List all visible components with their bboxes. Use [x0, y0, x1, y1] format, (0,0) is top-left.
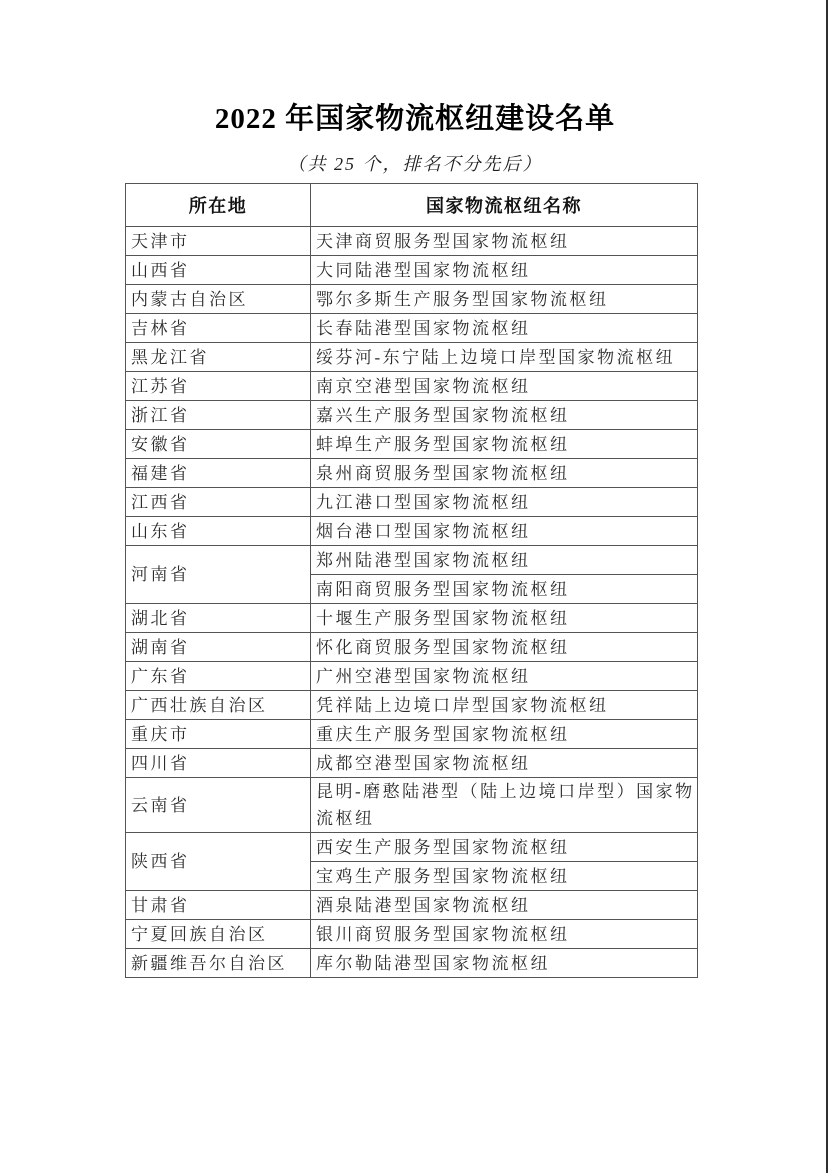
hub-cell: 十堰生产服务型国家物流枢纽 — [311, 604, 698, 633]
region-cell: 山西省 — [126, 256, 311, 285]
hub-cell: 南京空港型国家物流枢纽 — [311, 372, 698, 401]
region-cell: 江西省 — [126, 488, 311, 517]
hub-cell: 西安生产服务型国家物流枢纽 — [311, 833, 698, 862]
region-cell: 江苏省 — [126, 372, 311, 401]
region-cell: 湖南省 — [126, 633, 311, 662]
region-cell: 山东省 — [126, 517, 311, 546]
region-cell: 新疆维吾尔自治区 — [126, 949, 311, 978]
table-row — [126, 749, 698, 778]
region-cell: 云南省 — [126, 778, 311, 833]
hub-cell: 怀化商贸服务型国家物流枢纽 — [311, 633, 698, 662]
region-cell: 广东省 — [126, 662, 311, 691]
table-row — [126, 949, 698, 978]
hub-cell: 烟台港口型国家物流枢纽 — [311, 517, 698, 546]
region-cell: 重庆市 — [126, 720, 311, 749]
hub-cell: 宝鸡生产服务型国家物流枢纽 — [311, 862, 698, 891]
table-row — [126, 488, 698, 517]
region-cell: 宁夏回族自治区 — [126, 920, 311, 949]
table-row — [126, 285, 698, 314]
region-cell: 陕西省 — [126, 833, 311, 891]
table-row — [126, 920, 698, 949]
header-cell-hub-name: 国家物流枢纽名称 — [311, 184, 698, 227]
table-row — [126, 372, 698, 401]
table-row — [126, 227, 698, 256]
region-cell: 内蒙古自治区 — [126, 285, 311, 314]
table-row — [126, 633, 698, 662]
header-cell-region: 所在地 — [126, 184, 311, 227]
table-row — [126, 430, 698, 459]
hub-cell: 南阳商贸服务型国家物流枢纽 — [311, 575, 698, 604]
header-row — [126, 184, 698, 227]
region-cell: 广西壮族自治区 — [126, 691, 311, 720]
hub-cell: 库尔勒陆港型国家物流枢纽 — [311, 949, 698, 978]
table-row — [126, 459, 698, 488]
hub-cell: 凭祥陆上边境口岸型国家物流枢纽 — [311, 691, 698, 720]
table-row — [126, 256, 698, 285]
hub-cell: 泉州商贸服务型国家物流枢纽 — [311, 459, 698, 488]
region-cell: 吉林省 — [126, 314, 311, 343]
table-row — [126, 691, 698, 720]
hub-cell: 重庆生产服务型国家物流枢纽 — [311, 720, 698, 749]
region-cell: 甘肃省 — [126, 891, 311, 920]
hub-cell: 成都空港型国家物流枢纽 — [311, 749, 698, 778]
hubs-table-body — [126, 227, 698, 978]
table-row — [126, 546, 698, 575]
hub-cell: 酒泉陆港型国家物流枢纽 — [311, 891, 698, 920]
hub-cell: 鄂尔多斯生产服务型国家物流枢纽 — [311, 285, 698, 314]
table-row — [126, 343, 698, 372]
page-title: 2022 年国家物流枢纽建设名单 — [214, 103, 616, 135]
hub-cell: 大同陆港型国家物流枢纽 — [311, 256, 698, 285]
hub-cell: 昆明-磨憨陆港型（陆上边境口岸型）国家物流枢纽 — [311, 778, 698, 833]
region-cell: 河南省 — [126, 546, 311, 604]
region-cell: 安徽省 — [126, 430, 311, 459]
table-row — [126, 891, 698, 920]
hub-cell: 长春陆港型国家物流枢纽 — [311, 314, 698, 343]
hub-cell: 天津商贸服务型国家物流枢纽 — [311, 227, 698, 256]
table-row — [126, 314, 698, 343]
hub-cell: 嘉兴生产服务型国家物流枢纽 — [311, 401, 698, 430]
table-row — [126, 778, 698, 833]
hub-cell: 绥芬河-东宁陆上边境口岸型国家物流枢纽 — [311, 343, 698, 372]
table-row — [126, 720, 698, 749]
hub-cell: 广州空港型国家物流枢纽 — [311, 662, 698, 691]
hubs-table — [125, 183, 698, 978]
region-cell: 四川省 — [126, 749, 311, 778]
region-cell: 福建省 — [126, 459, 311, 488]
table-row — [126, 517, 698, 546]
table-row — [126, 604, 698, 633]
table-row — [126, 833, 698, 862]
region-cell: 湖北省 — [126, 604, 311, 633]
region-cell: 浙江省 — [126, 401, 311, 430]
hub-cell: 蚌埠生产服务型国家物流枢纽 — [311, 430, 698, 459]
region-cell: 天津市 — [126, 227, 311, 256]
region-cell: 黑龙江省 — [126, 343, 311, 372]
table-row — [126, 662, 698, 691]
hub-cell: 郑州陆港型国家物流枢纽 — [311, 546, 698, 575]
hub-cell: 九江港口型国家物流枢纽 — [311, 488, 698, 517]
page-subtitle: （共 25 个，排名不分先后） — [287, 154, 543, 174]
table-row — [126, 401, 698, 430]
hub-cell: 银川商贸服务型国家物流枢纽 — [311, 920, 698, 949]
